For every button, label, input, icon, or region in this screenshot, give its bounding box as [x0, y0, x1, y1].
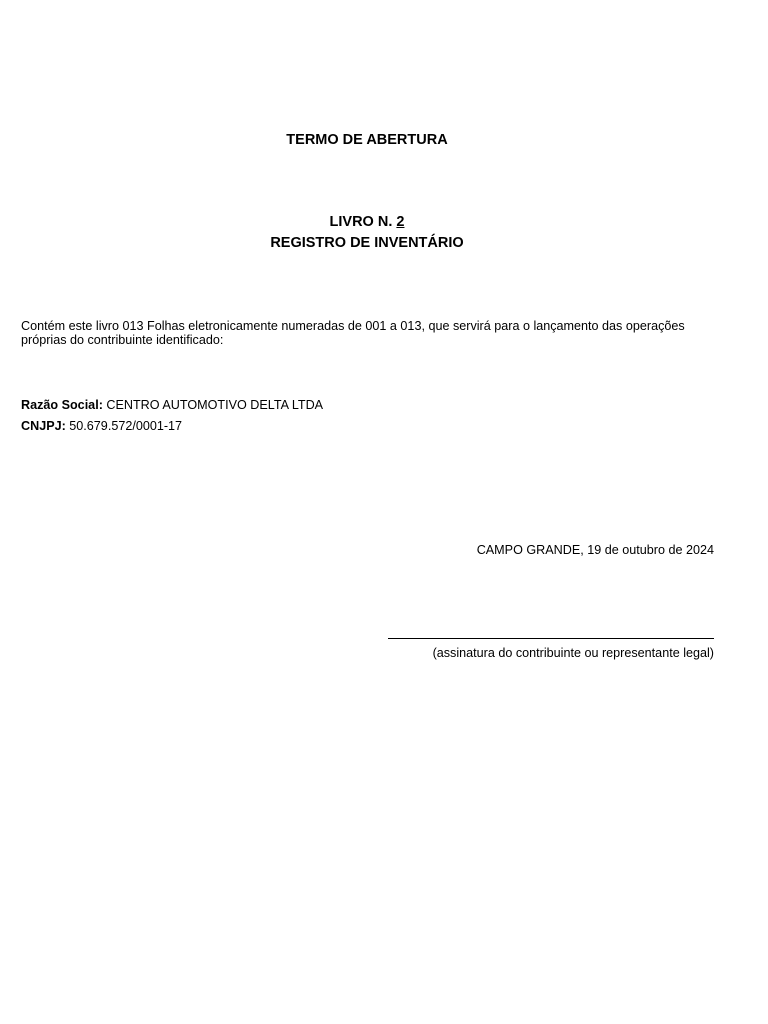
- place-and-date: CAMPO GRANDE, 19 de outubro de 2024: [476, 543, 714, 557]
- company-id-row: [21, 419, 182, 434]
- document-title: TERMO DE ABERTURA: [286, 132, 448, 148]
- signature-line: [388, 638, 714, 639]
- company-name-row: [21, 398, 323, 413]
- signature-caption: (assinatura do contribuinte ou representante legal): [432, 646, 714, 660]
- register-name: REGISTRO DE INVENTÁRIO: [270, 235, 464, 251]
- company-id-label: CNJPJ:: [21, 419, 66, 433]
- book-number-line: [0, 214, 734, 230]
- intro-paragraph: Contém este livro 013 Folhas eletronicamente numeradas de 001 a 013, que servirá para o lançamento das operações próprias do contribuinte identificado:: [21, 319, 685, 347]
- company-name-label: Razão Social:: [21, 398, 103, 412]
- book-label: LIVRO N.: [329, 214, 397, 230]
- book-number: 2: [396, 214, 405, 230]
- company-name-value: CENTRO AUTOMOTIVO DELTA LTDA: [106, 398, 324, 412]
- company-id-value: 50.679.572/0001-17: [69, 419, 183, 433]
